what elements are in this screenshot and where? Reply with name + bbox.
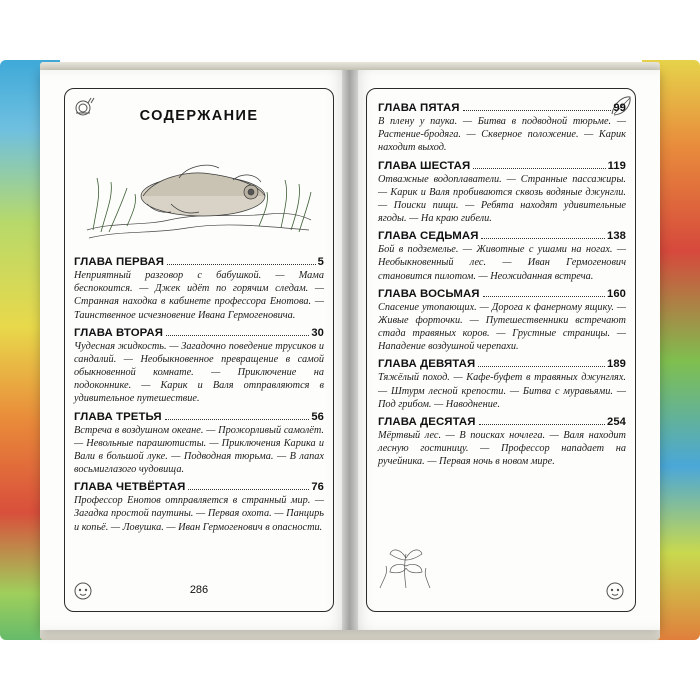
leader-dots (481, 231, 605, 239)
chapter-summary: В плену у паука. — Битва в подводной тюрьме. — Растение-бродяга. — Скверное положение. — Карик находит выход. (378, 116, 626, 154)
chapter-page-number: 30 (311, 326, 324, 339)
chapter-summary: Мёртвый лес. — В поисках ночлега. — Валя находит лесную гостиницу. — Профессор нападает на ручейника. — Первая ночь в новом мире. (378, 429, 626, 468)
leader-dots (479, 417, 606, 425)
chapter-page-number: 76 (311, 481, 324, 494)
toc-entry[interactable] (74, 481, 324, 534)
toc-entry[interactable] (74, 411, 324, 477)
chapter-title: ГЛАВА ПЕРВАЯ (74, 256, 165, 268)
toc-entry[interactable] (378, 160, 626, 226)
toc-list-right (378, 102, 626, 468)
chapter-title: ГЛАВА ДЕВЯТАЯ (378, 358, 476, 371)
toc-entry[interactable] (378, 416, 626, 469)
chapter-page-number: 56 (311, 410, 324, 423)
toc-entry[interactable] (74, 256, 324, 322)
leader-dots (478, 359, 605, 367)
chapter-page-number: 160 (607, 287, 626, 300)
leader-dots (167, 257, 316, 265)
chapter-page-number: 138 (607, 230, 626, 243)
toc-entry[interactable] (378, 102, 626, 155)
chapter-summary: Неприятный разговор с бабушкой. — Мама беспокоится. — Джек идёт по горячим следам. — Странная находка в кабинете профессора Енотова. — Таинственное исчезновение Ивана Гермогеновича. (74, 270, 324, 321)
leader-dots (463, 103, 612, 111)
page-folio: 286 (189, 584, 209, 596)
leader-dots (483, 289, 605, 297)
toc-entry[interactable] (378, 230, 626, 283)
chapter-page-number: 189 (607, 358, 626, 371)
chapter-title: ГЛАВА ПЯТАЯ (378, 102, 460, 114)
leader-dots (165, 412, 310, 420)
chapter-title: ГЛАВА ШЕСТАЯ (378, 159, 471, 172)
chapter-page-number: 254 (607, 415, 626, 428)
chapter-title: ГЛАВА ВТОРАЯ (74, 326, 163, 339)
chapter-summary: Встреча в воздушном океане. — Прожорливый самолёт. — Невольные парашютисты. — Приключения Карика и Вали в большой луке. — Подводная тюрьма. — В лапах восьмиглазого чудовища. (74, 424, 324, 476)
page-block-bottom-edge (40, 630, 660, 640)
toc-entry[interactable] (378, 358, 626, 411)
leader-dots (166, 328, 309, 336)
left-page-content (74, 102, 324, 600)
open-book (40, 70, 660, 630)
chapter-title: ГЛАВА ТРЕТЬЯ (74, 410, 162, 423)
toc-list-left (74, 256, 324, 534)
chapter-page-number: 5 (317, 256, 324, 268)
leader-dots (188, 482, 309, 490)
page-title: СОДЕРЖАНИЕ (139, 108, 259, 124)
chapter-summary: Спасение утопающих. — Дорога к фанерному ящику. — Живые форточки. — Путешественники встречают стада травяных коров. — Грустные страницы. — Нападение воздушной черепахи. (378, 301, 626, 353)
chapter-title: ГЛАВА ДЕСЯТАЯ (378, 415, 476, 428)
chapter-illustration (83, 134, 315, 246)
chapter-summary: Тяжёлый поход. — Кафе-буфет в травяных джунглях. — Штурм лесной крепости. — Битва с муравьями. — Под грибом. — Наводнение. (378, 372, 626, 410)
right-page-content (378, 102, 626, 600)
toc-entry[interactable] (74, 327, 324, 406)
chapter-title: ГЛАВА ВОСЬМАЯ (378, 287, 480, 300)
chapter-summary: Бой в подземелье. — Животные с ушами на ногах. — Необыкновенный лес. — Иван Гермогенович становится пилотом. — Неожиданная встреча. (378, 244, 626, 282)
toc-entry[interactable] (378, 288, 626, 354)
chapter-title: ГЛАВА ЧЕТВЁРТАЯ (74, 481, 186, 494)
left-page (40, 70, 350, 630)
chapter-title: ГЛАВА СЕДЬМАЯ (378, 230, 479, 243)
chapter-summary: Отважные водоплаватели. — Странные пассажиры. — Карик и Валя пробиваются сквозь водяные джунгли. — Поиски пищи. — Ребята находят удивительные ягоды. — На краю гибели. (378, 173, 626, 225)
chapter-summary: Чудесная жидкость. — Загадочно поведение трусиков и сандалий. — Необыкновенное превращение в самой обыкновенной комнате. — Приключение на подоконнике. — Карик и Валя отправляются в удивительное путешествие. (74, 340, 324, 405)
chapter-page-number: 119 (607, 159, 626, 172)
right-page (350, 70, 660, 630)
leader-dots (473, 161, 605, 169)
chapter-page-number: 99 (613, 102, 626, 114)
chapter-summary: Профессор Енотов отправляется в странный мир. — Загадка простой паутины. — Первая охота. — Панцирь и копьё. — Ловушка. — Иван Гермогенович в опасности. (74, 495, 324, 533)
